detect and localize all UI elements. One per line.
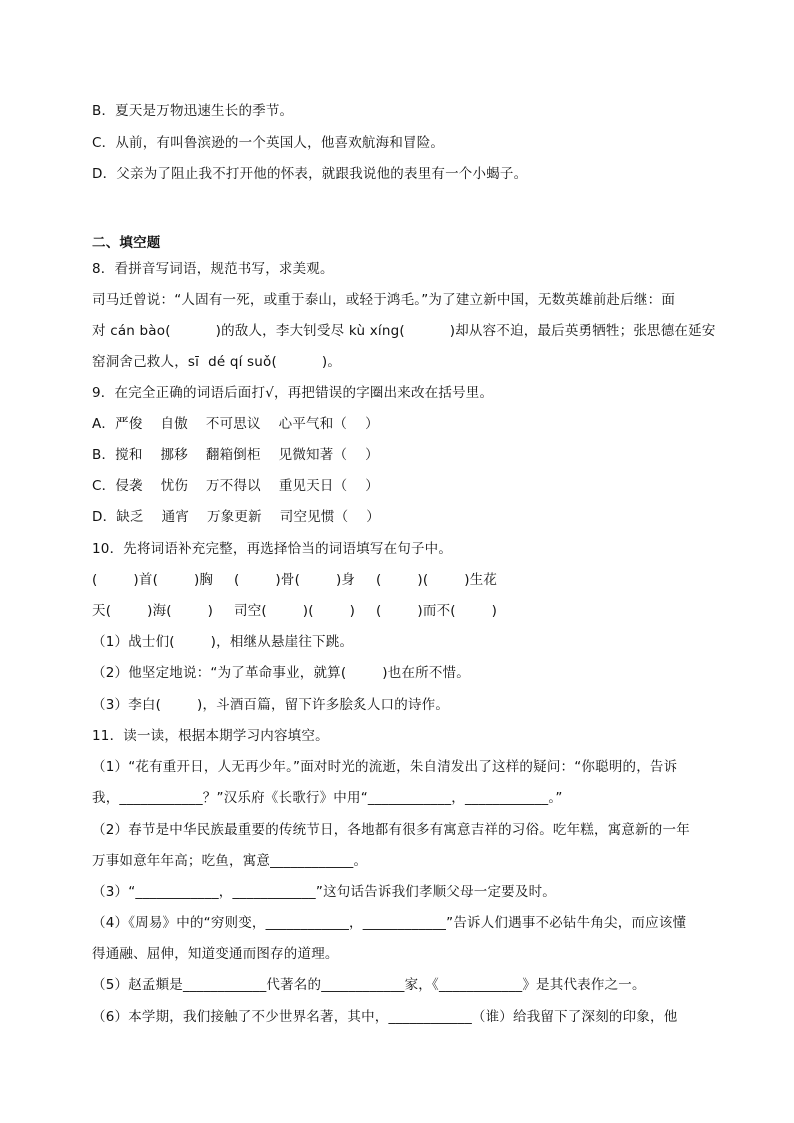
q10-stem: 10．先将词语补充完整，再选择恰当的词语填写在句子中。 — [92, 541, 453, 557]
q10-word-2: ( )骨( )身 — [234, 572, 356, 588]
section-title: 二、填空题 — [92, 235, 161, 251]
q8-line3: 窑洞舍己救人，sī dé qí suǒ( )。 — [92, 354, 342, 370]
q9-stem: 9．在完全正确的词语后面打√，再把错误的字圈出来改在括号里。 — [92, 385, 494, 401]
q11-item-1a: （1）“花有重开日，人无再少年。”面对时光的流逝，朱自清发出了这样的疑问：“你聪明的，告诉 — [92, 759, 678, 775]
q10-word-6: ( )而不( ) — [376, 603, 498, 619]
q10-sentence-3: （3）李白( )，斗酒百篇，留下许多脍炙人口的诗作。 — [92, 697, 450, 713]
q11-stem: 11．读一读，根据本期学习内容填空。 — [92, 728, 329, 744]
q11-item-2a: （2）春节是中华民族最重要的传统节日，各地都有很多有寓意吉祥的习俗。吃年糕，寓意新的一年 — [92, 822, 690, 838]
q10-word-row-2 — [92, 602, 497, 620]
option-b: B．夏天是万物迅速生长的季节。 — [92, 103, 294, 119]
q10-word-4: 天( )海( ) — [92, 603, 214, 619]
option-d: D．父亲为了阻止我不打开他的怀表，就跟我说他的表里有一个小蝎子。 — [92, 166, 528, 182]
q8-line1: 司马迁曾说：“人固有一死，或重于泰山，或轻于鸿毛。”为了建立新中国，无数英雄前赴后继：面 — [92, 292, 676, 308]
q10-sentence-1: （1）战士们( )，相继从悬崖往下跳。 — [92, 634, 354, 650]
q11-item-4b: 得通融、屈伸，知道变通而图存的道理。 — [92, 946, 339, 962]
q9-option-c: C．侵袭 忧伤 万不得以 重见天日（ ） — [92, 478, 379, 494]
q10-word-row-1 — [92, 571, 497, 589]
q10-sentence-2: （2）他坚定地说：“为了革命事业，就算( )也在所不惜。 — [92, 665, 470, 681]
q10-word-3: ( )( )生花 — [376, 572, 498, 588]
q8-stem: 8．看拼音写词语，规范书写，求美观。 — [92, 261, 334, 277]
q9-option-d: D．缺乏 通宵 万象更新 司空见惯（ ） — [92, 509, 380, 525]
q9-option-b: B．搅和 挪移 翻箱倒柜 见微知著（ ） — [92, 447, 379, 463]
q11-item-4a: （4）《周易》中的“穷则变，____________，____________”告诉人们遇事不必钻牛角尖，而应该懂 — [92, 915, 687, 931]
q11-item-6: （6）本学期，我们接触了不少世界名著，其中，____________（谁）给我留下了深刻的印象，他 — [92, 1009, 678, 1025]
q11-item-1b: 我，____________？”汉乐府《长歌行》中用“____________，____________。” — [92, 790, 563, 806]
q11-item-5: （5）赵孟頫是____________代著名的____________家，《____________》是其代表作之一。 — [92, 977, 646, 993]
q11-item-2b: 万事如意年年高；吃鱼，寓意____________。 — [92, 853, 368, 869]
q9-option-a: A．严俊 自傲 不可思议 心平气和（ ） — [92, 416, 379, 432]
q10-word-1: ( )首( )胸 — [92, 572, 214, 588]
q10-word-5: 司空( )( ) — [234, 603, 356, 619]
option-c: C．从前，有叫鲁滨逊的一个英国人，他喜欢航海和冒险。 — [92, 135, 445, 151]
q8-line2: 对 cán bào( )的敌人，李大钊受尽 kù xíng( )却从容不迫，最后英勇牺牲；张思德在延安 — [92, 323, 716, 339]
q11-item-3: （3）“____________，____________”这句话告诉我们孝顺父母一定要及时。 — [92, 884, 556, 900]
